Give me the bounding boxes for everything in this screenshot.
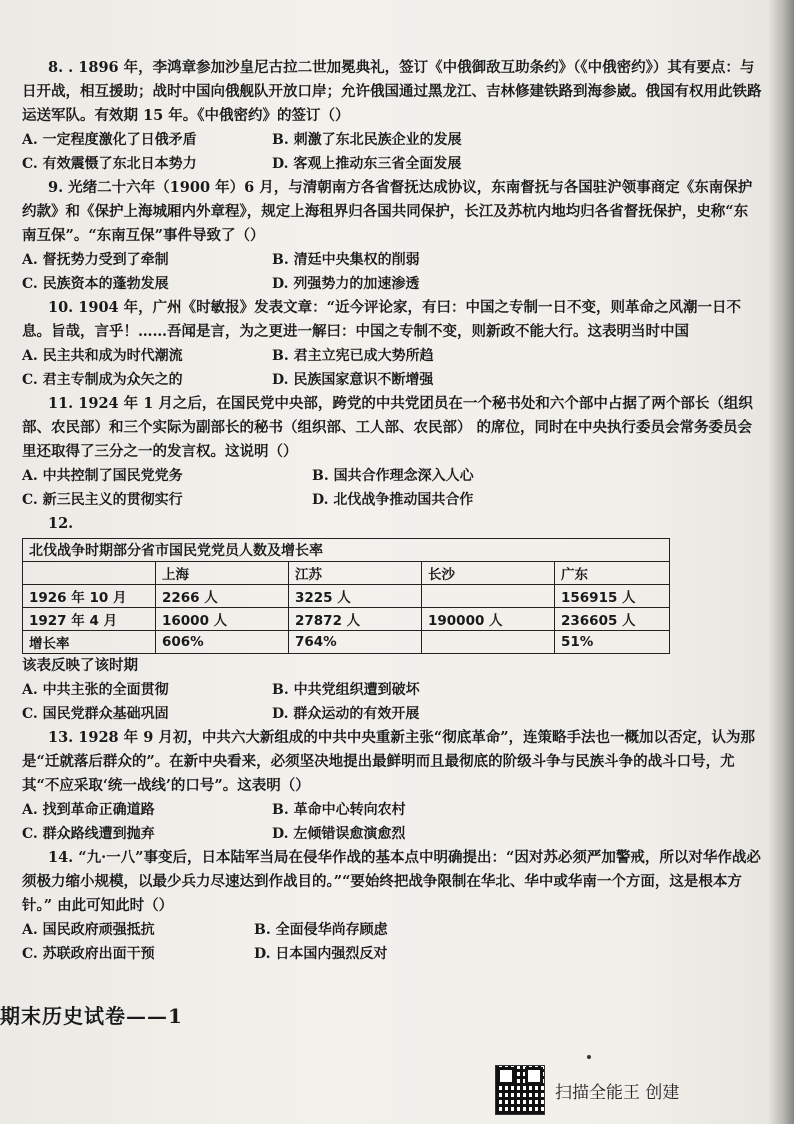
- option-d: D. 日本国内强烈反对: [254, 946, 388, 962]
- table-header-cell: [23, 562, 156, 585]
- question-11-options: [22, 464, 762, 512]
- table-cell: 1926 年 10 月: [23, 585, 156, 608]
- scanner-watermark: [495, 1065, 679, 1115]
- table-cell: 606%: [156, 631, 289, 654]
- question-14-text: 14. “九·一八”事变后，日本陆军当局在侵华作战的基本点中明确提出：“因对苏必须严加警戒，所以对华作战必须极力缩小规模，以最少兵力尽速达到作战目的。”“要始终把战争限制在华北、华中或华南一个方面，这是根本方针。” 由此可知此时（）: [22, 849, 761, 914]
- question-10: [22, 296, 762, 344]
- option-a: A. 国民政府顽强抵抗: [22, 922, 155, 938]
- question-14: [22, 846, 762, 918]
- option-c: C. 君主专制成为众矢之的: [22, 372, 183, 388]
- table-row: [23, 608, 670, 631]
- option-b: B. 清廷中央集权的削弱: [272, 252, 420, 268]
- table-header-row: [23, 562, 670, 585]
- option-b: B. 刺激了东北民族企业的发展: [272, 132, 462, 148]
- table-cell: [422, 585, 555, 608]
- option-b: B. 君主立宪已成大势所趋: [272, 348, 434, 364]
- table-header-cell: 上海: [156, 562, 289, 585]
- table-cell: 1927 年 4 月: [23, 608, 156, 631]
- question-14-options: [22, 918, 762, 966]
- option-d: D. 群众运动的有效开展: [272, 706, 420, 722]
- option-d: D. 北伐战争推动国共合作: [312, 492, 474, 508]
- question-10-text: 10. 1904 年，广州《时敏报》发表文章：“近今评论家，有曰：中国之专制一日不变，则革命之风潮一日不息。旨哉，言乎！……吾闻是言，为之更进一解曰：中国之专制不变，则新政不能大行。这表明当时中国: [22, 299, 742, 340]
- table-caption: 北伐战争时期部分省市国民党党员人数及增长率: [23, 539, 670, 562]
- page-shadow-edge: [768, 0, 794, 1124]
- option-c: C. 国民党群众基础巩固: [22, 706, 169, 722]
- option-b: B. 革命中心转向农村: [272, 802, 406, 818]
- table-cell: 2266 人: [156, 585, 289, 608]
- question-12: [22, 512, 762, 536]
- question-13-options: [22, 798, 762, 846]
- table-cell: [422, 631, 555, 654]
- option-a: A. 督抚势力受到了牵制: [22, 252, 169, 268]
- table-cell: 236605 人: [555, 608, 670, 631]
- question-9-text: 9. 光绪二十六年（1900 年）6 月，与清朝南方各省督抚达成协议，东南督抚与各国驻沪领事商定《东南保护约款》和《保护上海城厢内外章程》，规定上海租界归各国共同保护，长江及苏杭内地均归各省督抚保护，史称“东南互保”。“东南互保”事件导致了（）: [22, 179, 753, 244]
- option-a: A. 中共控制了国民党党务: [22, 468, 183, 484]
- option-b: B. 中共党组织遭到破坏: [272, 682, 420, 698]
- option-d: D. 左倾错误愈演愈烈: [272, 826, 406, 842]
- question-11: [22, 392, 762, 464]
- question-8-options: [22, 128, 762, 176]
- option-d: D. 客观上推动东三省全面发展: [272, 156, 462, 172]
- question-8-text: 8. . 1896 年，李鸿章参加沙皇尼古拉二世加冕典礼，签订《中俄御敌互助条约》（《中俄密约》）其有要点：与日开战，相互援助；战时中国向俄舰队开放口岸；允许俄国通过黑龙江、吉林修建铁路到海参崴。俄国有权用此铁路运送军队。有效期 15 年。《中俄密约》的签订（）: [22, 59, 762, 124]
- option-b: B. 全面侵华尚存顾虑: [254, 922, 388, 938]
- page-footer: 期末历史试卷——1: [0, 1004, 183, 1028]
- question-9: [22, 176, 762, 248]
- question-12-stem: [22, 654, 762, 678]
- table-cell: 3225 人: [289, 585, 422, 608]
- speck: [587, 1055, 591, 1059]
- table-cell: 764%: [289, 631, 422, 654]
- option-c: C. 有效震慑了东北日本势力: [22, 156, 197, 172]
- option-c: C. 群众路线遭到抛弃: [22, 826, 155, 842]
- option-c: C. 苏联政府出面干预: [22, 946, 155, 962]
- option-d: D. 民族国家意识不断增强: [272, 372, 434, 388]
- scanner-label: 扫描全能王 创建: [555, 1082, 680, 1103]
- table-header-cell: 广东: [555, 562, 670, 585]
- table-cell: 增长率: [23, 631, 156, 654]
- option-d: D. 列强势力的加速渗透: [272, 276, 420, 292]
- question-12-text: 该表反映了该时期: [22, 657, 138, 674]
- table-header-cell: 江苏: [289, 562, 422, 585]
- question-9-options: [22, 248, 762, 296]
- table-header-cell: 长沙: [422, 562, 555, 585]
- option-a: A. 民主共和成为时代潮流: [22, 348, 183, 364]
- option-c: C. 新三民主义的贯彻实行: [22, 492, 183, 508]
- question-13-text: 13. 1928 年 9 月初，中共六大新组成的中共中央重新主张“彻底革命”，连策略手法也一概加以否定，认为那是“迁就落后群众的”。在新中央看来，必须坚决地提出最鲜明而且最彻底的阶级斗争与民族斗争的战斗口号，尤其“不应采取‘统一战线’的口号”。这表明（）: [22, 729, 756, 794]
- table-cell: 16000 人: [156, 608, 289, 631]
- table-row: [23, 631, 670, 654]
- option-a: A. 一定程度激化了日俄矛盾: [22, 132, 197, 148]
- qr-code-icon: [495, 1065, 545, 1115]
- question-11-text: 11. 1924 年 1 月之后，在国民党中央部，跨党的中共党团员在一个秘书处和六个部中占据了两个部长（组织部、农民部）和三个实际为副部长的秘书（组织部、工人部、农民部） 的席位，同时在中央执行委员会常务委员会里还取得了三分之一的发言权。这说明（）: [22, 395, 753, 460]
- question-list: [22, 56, 762, 966]
- table-cell: 51%: [555, 631, 670, 654]
- option-a: A. 找到革命正确道路: [22, 802, 155, 818]
- table-row: [23, 585, 670, 608]
- table-cell: 190000 人: [422, 608, 555, 631]
- question-12-number: 12.: [48, 515, 74, 532]
- question-12-options: [22, 678, 762, 726]
- option-a: A. 中共主张的全面贯彻: [22, 682, 169, 698]
- membership-table: [22, 538, 670, 654]
- table-cell: 27872 人: [289, 608, 422, 631]
- question-8: [22, 56, 762, 128]
- question-13: [22, 726, 762, 798]
- question-10-options: [22, 344, 762, 392]
- option-b: B. 国共合作理念深入人心: [312, 468, 474, 484]
- table-cell: 156915 人: [555, 585, 670, 608]
- option-c: C. 民族资本的蓬勃发展: [22, 276, 169, 292]
